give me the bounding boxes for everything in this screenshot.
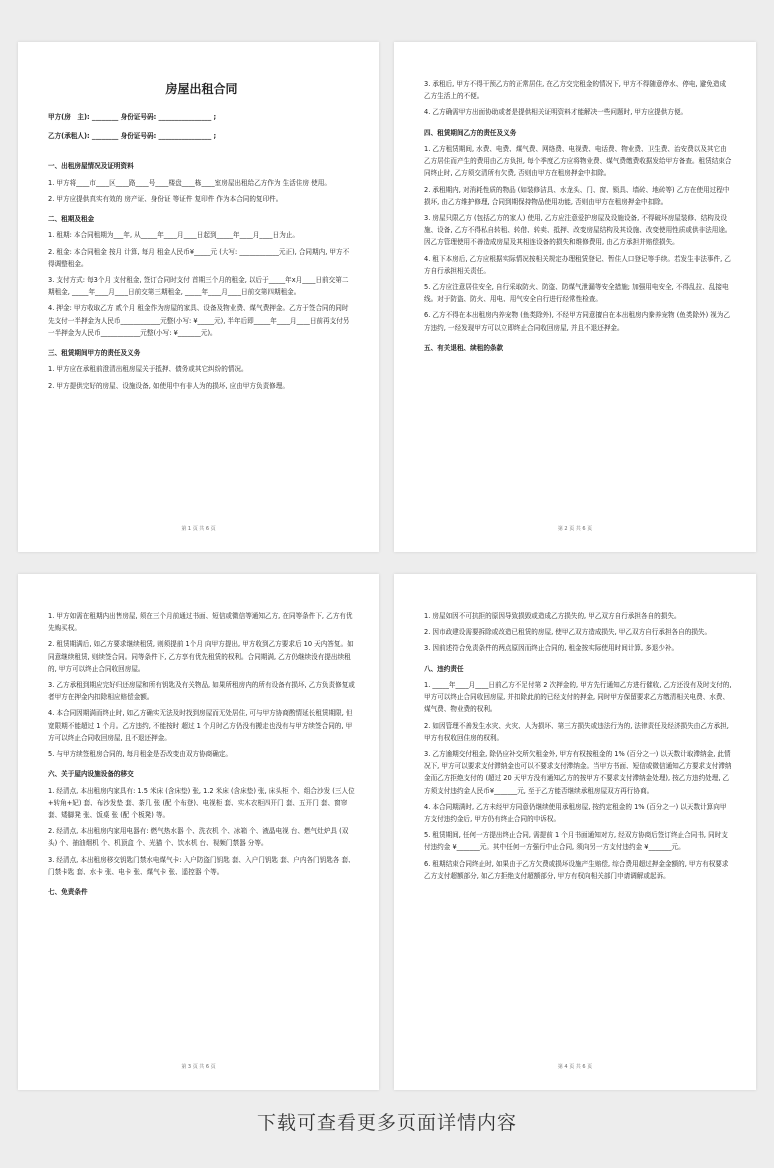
section-heading: 五、有关退租、续租的条款 <box>424 343 504 352</box>
paragraph: 2. 甲方提供完好的房屋、设施设备, 如使用中有非人为的损坏, 应由甲方负责修理。 <box>48 381 289 390</box>
paragraph: 3. 支付方式: 每3个月 支付租金, 签订合同时支付 首期三个月的租金, 以后于_____年x月____日前交第二期租金, _____年____月____日前交第三期租金, _____年____月____日前交第四期租金。 <box>48 276 349 297</box>
paragraph: 4. 本合同因期满而终止时, 如乙方确实无法及时找到房屋而无处居住, 可与甲方协商酌情延长租赁期限, 但宽限期不能超过 1 个月。乙方违约, 不能按时 超过 1 个月时乙方仍没有搬走也没有与甲方续签合同的, 甲方可以终止合同收回房屋, 且不退还押金。 <box>48 709 353 742</box>
document-title: 房屋出租合同 <box>165 82 238 96</box>
paragraph: 2. 如因管理不善发生水灾、火灾、人为损坏、第三方损失或违法行为的, 法律责任及经济损失由乙方承担, 甲方有权收回住房的权利。 <box>424 721 729 742</box>
paragraph: 5. 与甲方续签租房合同的, 每月租金是否改变由双方协商确定。 <box>48 750 233 759</box>
document-page-4 <box>394 574 756 1090</box>
paragraph: 1. _____年____月____日前乙方不足付第 2 次押金的, 甲方先行通知乙方进行催收, 乙方还没有及时支付的, 甲方可以终止合同收回房屋, 并扣除此前的已经支付的押金, 同时甲方保留要求乙方缴清相关电费、水费、煤气费、物业费的权利。 <box>424 681 732 714</box>
section-heading: 四、租赁期间乙方的责任及义务 <box>424 128 517 137</box>
paragraph: 2. 因市政建设需要拆除或改造已租赁的房屋, 使甲乙双方造成损失, 甲乙双方自行承担各自的损失。 <box>424 628 712 637</box>
party-b-line: 乙方(承租人): ________ 身份证号码: ________________ ; <box>48 131 217 140</box>
paragraph: 1. 乙方租赁期间, 水费、电费、煤气费、网络费、电视费、电话费、物业费、卫生费、治安费以及其它由乙方居住而产生的费用由乙方负担, 每个季度乙方应将物业费、煤气费缴费收据发给甲方备查。租赁结束合同终止时, 乙方须交清所有欠费, 否则由甲方在租房押金中扣除。 <box>424 145 732 178</box>
section-heading: 七、免责条件 <box>48 888 88 897</box>
paragraph: 3. 因前述符合免责条件的两点原因而终止合同的, 租金按实际使用时间计算, 多退少补。 <box>424 644 679 653</box>
paragraph: 1. 甲方将____市____区____路____号____楼盘____栋____室房屋出租给乙方作为 生活住房 使用。 <box>48 178 331 187</box>
paragraph: 3. 经清点, 本出租房移交钥匙门禁水电煤气卡: 入户防盗门钥匙 套、入户门钥匙 套、户内各门钥匙各 套、门禁卡匙 套、水卡 张、电卡 张、煤气卡 张、遥控器 个等。 <box>48 855 355 876</box>
paragraph: 2. 租金: 本合同租金 按月 计算, 每月 租金人民币¥_____元 (大写: ____________元正), 合同期内, 甲方不得调整租金。 <box>48 247 350 268</box>
paragraph: 4. 乙方确需甲方出面协助或者是提供相关证明资料才能解决一些问题时, 甲方应提供方便。 <box>424 108 688 117</box>
paragraph: 4. 押金: 甲方收取乙方 贰个月 租金作为房屋的家具、设备及物业费、煤气费押金。乙方于签合同的同时先支付一半押金为人民币____________元整(小写: ¥_____元), 半年后即_____年____月____日前再支付另一半押金为人民币____________元整(小写: ¥_______元)。 <box>48 304 350 337</box>
paragraph: 5. 乙方应注意居住安全, 自行采取防火、防盗、防煤气泄漏等安全措施; 加强用电安全, 不得乱拉、乱接电线。对于防盗、防火、用电、用气安全自行进行经常性检查。 <box>424 283 729 304</box>
paragraph: 1. 经清点, 本出租房内家具有: 1.5 米床 (含床垫) 张, 1.2 米床 (含床垫) 张, 床头柜 个、组合沙发 (三人位+转角+妃) 套、布沙发垫 套、茶几 张 (配 个布登)、电视柜 套、实木衣柜四开门 套、五开门 套、窗帘 套、矮脚凳 张、饭桌 张 (配 个板凳) 等。 <box>48 786 355 820</box>
paragraph: 1. 甲方如需在租期内出售房屋, 须在三个月前通过书面、短信或微信等通知乙方, 在同等条件下, 乙方有优先购买权。 <box>48 612 353 633</box>
page-number: 第 2 页 共 6 页 <box>557 526 593 532</box>
paragraph: 3. 承租后, 甲方不得干预乙方的正常居住, 在乙方交完租金的情况下, 甲方不得随意停水、停电, 避免造成乙方生活上的不便。 <box>424 80 727 101</box>
paragraph: 3. 乙方逾期交付租金, 除仍应补交所欠租金外, 甲方有权按租金的 1% (百分之一) 以天数计取滞纳金, 此情况下, 甲方可以要求支付滞纳金也可以不要求支付滞纳金。当甲方书面、短信或微信通知乙方要求支付滞纳金而乙方拒绝支付的 (超过 20 天甲方没有通知乙方的按甲方不要求支付滞纳金处理), 按乙方违约处理, 乙方须支付违约金人民币¥_______元, 至于乙方能否继续承租房屋双方再行协商。 <box>424 750 732 795</box>
paragraph: 2. 承租期内, 对消耗性质的物品 (如装修洁具、水龙头、门、窗、锁具、墙砖、地砖等) 乙方在使用过程中损坏, 由乙方维护修理, 合同到期保持物品使用功能, 否则由甲方在租房押金中扣除。 <box>424 185 730 206</box>
section-heading: 八、违约责任 <box>424 664 464 673</box>
document-page-1 <box>18 42 379 552</box>
paragraph: 2. 经清点, 本出租房内家用电器有: 燃气热水器 个、洗衣机 个、冰箱 个、液晶电视 台、燃气灶炉具 (双头) 个、抽油烟机 个、机顶盒 个、光猫 个、饮水机 台、视频门禁器 分等。 <box>48 827 349 848</box>
page-number: 第 3 页 共 6 页 <box>181 1064 216 1070</box>
section-heading: 一、出租房屋情况及证明资料 <box>48 162 134 171</box>
paragraph: 5. 租赁期间, 任何一方提出终止合同, 需提前 1 个月书面通知对方, 经双方协商后签订终止合同书, 同时支付违约金 ¥_______元。其中任何一方强行中止合同, 须向另一方支付违约金 ¥_______元。 <box>424 831 728 852</box>
paragraph: 3. 乙方承租到期应完好归还房屋和所有钥匙及有关物品, 如果所租房内的所有设备有损坏, 乙方负责修复或者甲方在押金内扣除相应赔偿金额。 <box>48 681 355 702</box>
section-heading: 三、租赁期间甲方的责任及义务 <box>48 349 141 358</box>
document-page-3 <box>18 574 379 1090</box>
paragraph: 2. 租赁期满后, 如乙方要求继续租赁, 则须提前 1个月 向甲方提出, 甲方收到乙方要求后 10 天内答复。如同意继续租赁, 则续签合同。同等条件下, 乙方享有优先租赁的权利。合同期满, 乙方仍继续没有提出续租的, 甲方可以终止合同收回房屋。 <box>48 640 354 673</box>
paragraph: 3. 房屋只限乙方 (包括乙方的家人) 使用, 乙方应注意爱护房屋及设施设备, 不得破坏房屋装修、结构及设施、设备, 乙方不得私自转租、转借、转卖、抵押、改变房屋结构及其设施、改变使用性质或供非法用途。因乙方管理使用不善造成房屋及其相连设备的损失和维修费用, 由乙方承担并赔偿损失。 <box>424 214 732 247</box>
paragraph: 1. 甲方应在承租前澄清出租房屋关于抵押、债务或其它纠纷的情况。 <box>48 365 248 374</box>
section-heading: 六、关于屋内设施设备的移交 <box>48 770 134 779</box>
document-page-2 <box>394 42 756 552</box>
section-heading: 二、租期及租金 <box>48 215 95 223</box>
paragraph: 6. 租期结束合同终止时, 如果由于乙方欠费或损坏设施产生赔偿, 综合费用超过押金金额的, 甲方有权要求乙方支付超额部分, 如乙方拒绝支付超额部分, 甲方有权向相关部门申请调解或起诉。 <box>424 859 729 880</box>
page-number: 第 1 页 共 6 页 <box>181 526 216 532</box>
download-more-caption[interactable]: 下载可查看更多页面详情内容 <box>256 1112 517 1134</box>
paragraph: 4. 本合同期满时, 乙方未经甲方同意仍继续使用承租房屋, 按约定租金的 1% (百分之一) 以天数计算向甲方支付违约金后, 甲方仍有终止合同的申诉权。 <box>424 802 727 824</box>
paragraph: 1. 租期: 本合同租期为___年, 从_____年____月____日起到_____年____月____日为止。 <box>48 231 299 240</box>
paragraph: 1. 房屋如因不可抗拒的原因导致损毁或造成乙方损失的, 甲乙双方自行承担各自的损失。 <box>424 612 681 620</box>
party-a-line: 甲方(房 主): ________ 身份证号码: ________________ ; <box>48 113 217 121</box>
page-number: 第 4 页 共 6 页 <box>557 1064 593 1070</box>
paragraph: 6. 乙方不得在本出租房内养宠物 (鱼类除外), 不经甲方同意擅自在本出租房内豢养宠物 (鱼类除外) 视为乙方违约, 一经发现甲方可以立即终止合同收回房屋, 并且不退还押金。 <box>424 311 731 332</box>
paragraph: 2. 甲方应提供真实有效的 房产证、身份证 等证件 复印件 作为本合同的复印件。 <box>48 194 283 203</box>
paragraph: 4. 租下本房后, 乙方应根据实际情况按相关规定办理租赁登记、暂住人口登记等手续。若发生非法事件, 乙方自行承担相关责任。 <box>424 254 731 275</box>
